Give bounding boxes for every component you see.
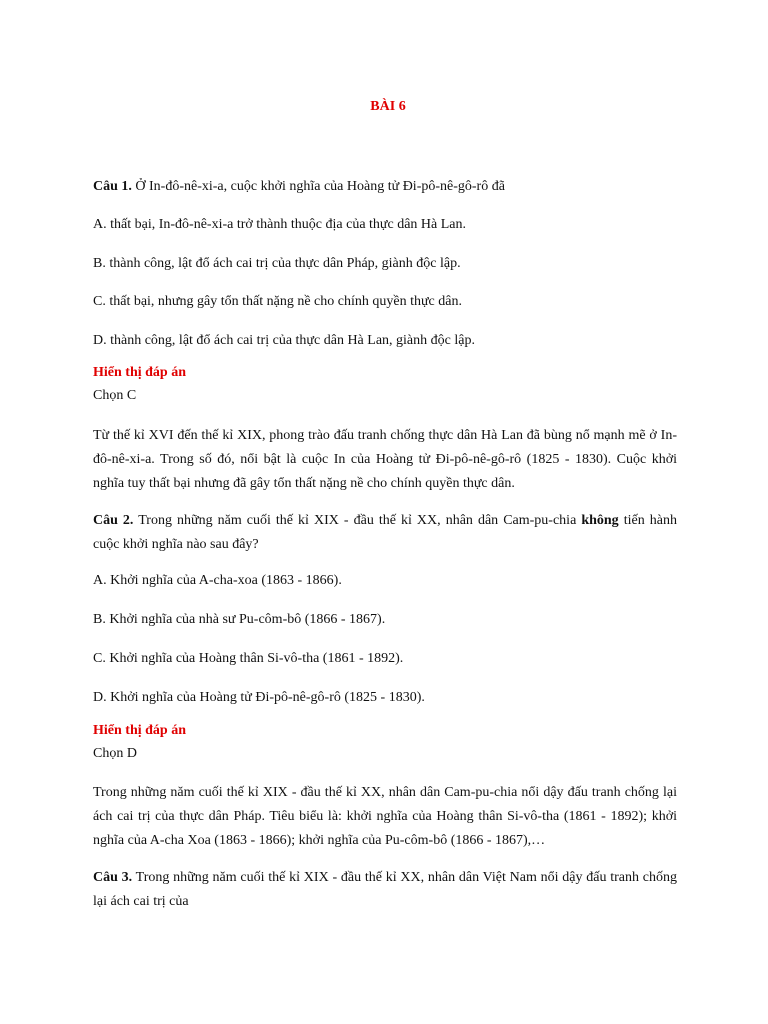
question-1-option-d: D. thành công, lật đổ ách cai trị của thực dân Hà Lan, giành độc lập. [93, 333, 475, 348]
question-2-label: Câu 2. [93, 513, 134, 528]
lesson-title: BÀI 6 [370, 99, 406, 114]
question-2-option-b: B. Khởi nghĩa của nhà sư Pu-côm-bô (1866 - 1867). [93, 612, 386, 627]
explanation-2: Trong những năm cuối thế kỉ XIX - đầu thế kỉ XX, nhân dân Cam-pu-chia nổi dậy đấu tranh chống lại ách cai trị của thực dân Pháp. Tiêu biểu là: khởi nghĩa của Hoàng thân Si-vô-tha (1861 - 1892); khởi nghĩa của A-cha Xoa (1863 - 1866); khởi nghĩa của Pu-côm-bô (1866 - 1867),… [93, 785, 677, 848]
answer-1: Chọn C [93, 388, 137, 403]
question-2-option-c: C. Khởi nghĩa của Hoàng thân Si-vô-tha (1861 - 1892). [93, 651, 404, 666]
question-2-option-d: D. Khởi nghĩa của Hoàng tử Đi-pô-nê-gô-rô (1825 - 1830). [93, 690, 425, 705]
question-1-option-b: B. thành công, lật đổ ách cai trị của thực dân Pháp, giành độc lập. [93, 256, 461, 271]
question-2 [93, 509, 677, 557]
explanation-1: Từ thế kỉ XVI đến thế kỉ XIX, phong trào đấu tranh chống thực dân Hà Lan đã bùng nổ mạnh mẽ ở In-đô-nê-xi-a. Trong số đó, nổi bật là cuộc In của Hoàng tử Đi-pô-nê-gô-rô (1825 - 1830). Cuộc khởi nghĩa tuy thất bại nhưng đã gây tổn thất nặng nề cho chính quyền thực dân. [93, 428, 677, 491]
question-1 [93, 175, 683, 198]
question-2-text-bold: không [581, 513, 619, 528]
question-2-option-a: A. Khởi nghĩa của A-cha-xoa (1863 - 1866). [93, 573, 342, 588]
question-2-text-before: Trong những năm cuối thế kỉ XIX - đầu thế kỉ XX, nhân dân Cam-pu-chia [133, 513, 582, 528]
show-answer-link-1[interactable]: Hiển thị đáp án [93, 365, 186, 380]
answer-2: Chọn D [93, 746, 137, 761]
question-1-text: Ở In-đô-nê-xi-a, cuộc khởi nghĩa của Hoàng tử Đi-pô-nê-gô-rô đã [131, 179, 505, 194]
question-3 [93, 866, 677, 914]
question-3-label: Câu 3. [93, 870, 133, 885]
question-1-option-c: C. thất bại, nhưng gây tổn thất nặng nề cho chính quyền thực dân. [93, 294, 462, 309]
question-3-text: Trong những năm cuối thế kỉ XIX - đầu thế kỉ XX, nhân dân Việt Nam nổi dậy đấu tranh chống lại ách cai trị của [93, 870, 677, 909]
question-1-option-a: A. thất bại, In-đô-nê-xi-a trở thành thuộc địa của thực dân Hà Lan. [93, 217, 467, 232]
question-1-label: Câu 1. [93, 179, 132, 194]
question-2-text-after: tiến hành cuộc khởi nghĩa nào sau đây? [93, 513, 677, 552]
show-answer-link-2[interactable]: Hiển thị đáp án [93, 723, 186, 738]
